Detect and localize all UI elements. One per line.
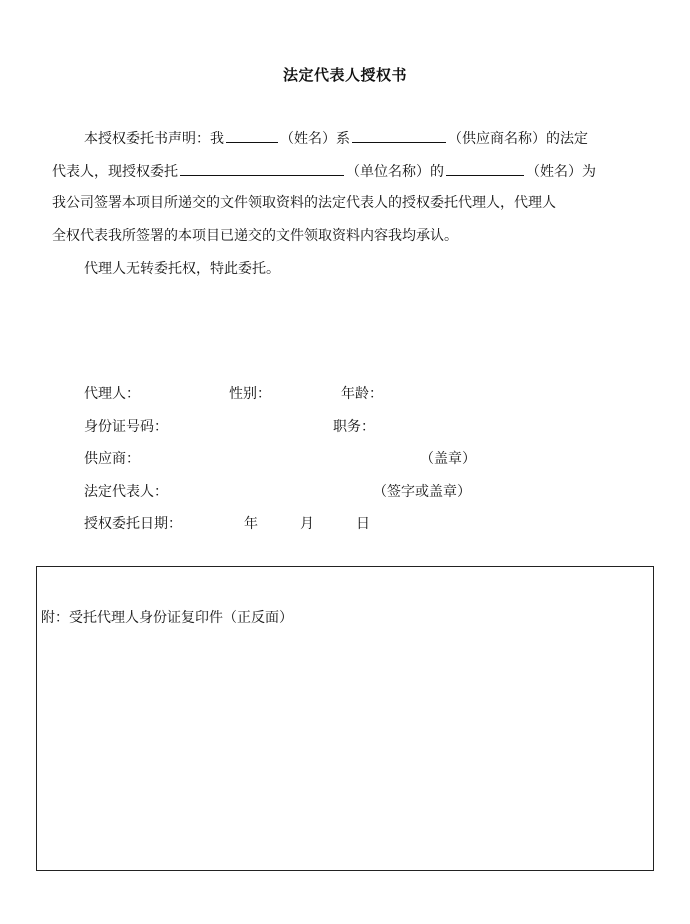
attachment-box [36,566,654,871]
declaration-text: 本授权委托书声明：我 [84,131,224,147]
name-label: （姓名）系 [280,131,350,147]
position-label: 职务： [333,419,375,435]
paragraph-1-line-3: 我公司签署本项目所递交的文件领取资料的法定代表人的授权委托代理人，代理人 [52,195,556,211]
paragraph-1-line-2 [52,159,596,181]
paragraph-1-line-1 [84,126,588,148]
authorize-text: 代表人，现授权委托 [52,164,178,180]
paragraph-1-line-4: 全权代表我所签署的本项目已递交的文件领取资料内容我均承认。 [52,228,458,244]
paragraph-2: 代理人无转委托权，特此委托。 [84,261,280,277]
agent-name-blank [446,159,524,176]
supplier-label: 供应商： [84,451,140,467]
year-label: 年 [244,516,258,532]
supplier-name-blank [352,126,446,143]
sign-or-seal-label: （签字或盖章） [373,484,471,500]
agent-label: 代理人： [84,386,140,402]
unit-name-label: （单位名称）的 [346,164,444,180]
attachment-note: 附：受托代理人身份证复印件（正反面） [41,610,293,626]
date-label: 授权委托日期： [84,516,182,532]
document-title: 法定代表人授权书 [282,66,407,84]
agent-name-label: （姓名）为 [526,164,596,180]
supplier-name-label: （供应商名称）的法定 [448,131,588,147]
name-blank [226,126,278,143]
legal-rep-label: 法定代表人： [84,484,168,500]
seal-label: （盖章） [420,451,476,467]
gender-label: 性别： [229,386,271,402]
month-label: 月 [300,516,314,532]
age-label: 年龄： [341,386,383,402]
id-number-label: 身份证号码： [84,419,168,435]
unit-name-blank [180,159,344,176]
day-label: 日 [356,516,370,532]
